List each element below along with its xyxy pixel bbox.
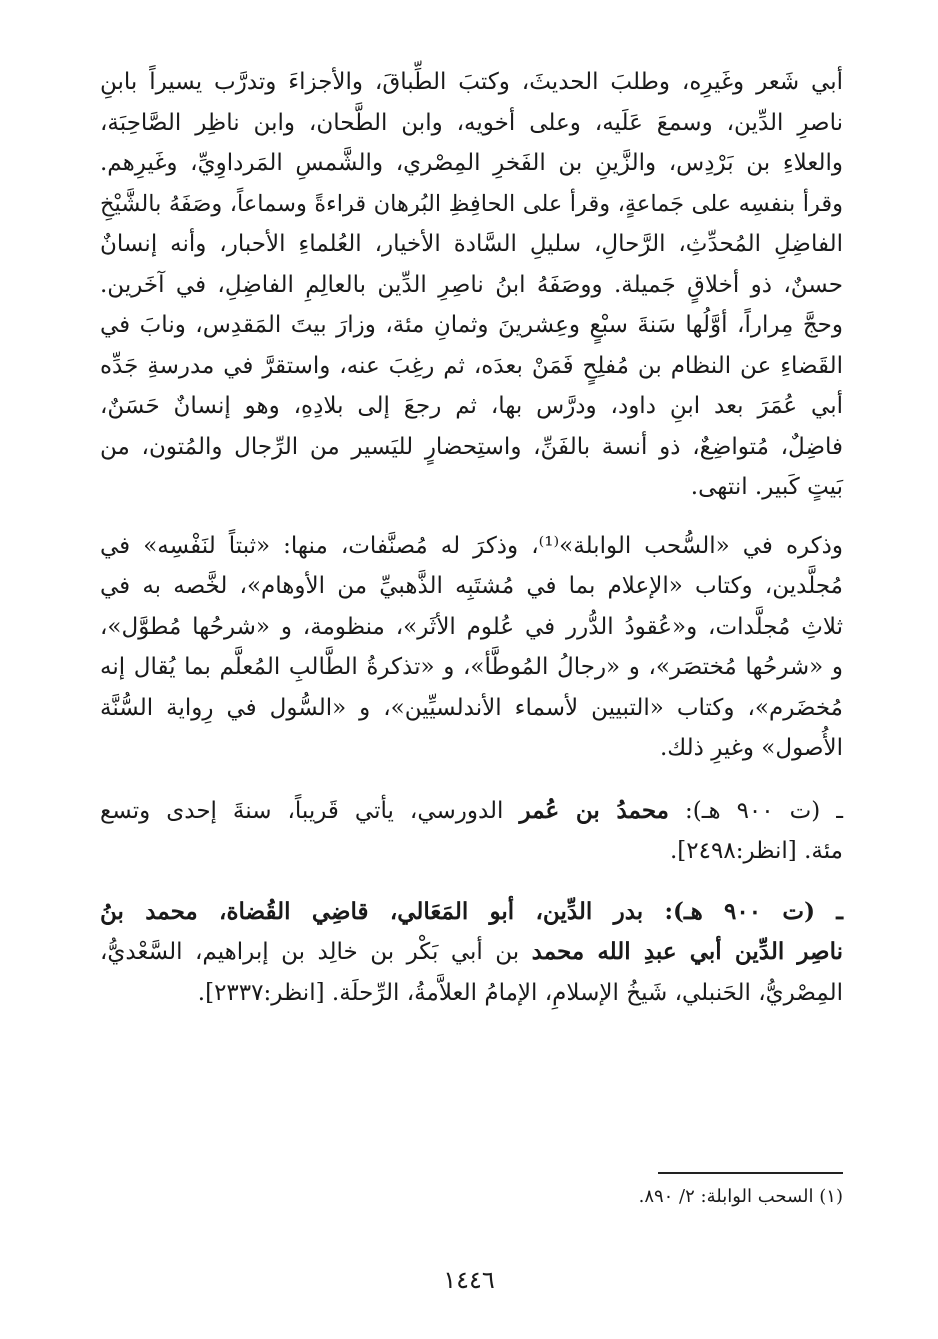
- text-line: القَضاءِ عن النظام بن مُفلِحٍ فَمَنْ بعدَه، ثم رغِبَ عنه، واستقرَّ في مدرسةِ جَدِّه: [100, 352, 843, 379]
- entry-reference: مئة. [انظر:٢٤٩٨].: [669, 838, 843, 864]
- entry-reference: المِصْريُّ، الحَنبلي، شَيخُ الإسلامِ، الإمامُ العلاَّمةُ، الرِّحلَة. [انظر:٢٣٣٧].: [197, 979, 843, 1006]
- text-line: وذكره في «السُّحب الوابلة»⁽¹⁾، وذكرَ له مُصنَّفات، منها: «ثبتاً لنَفْسِه» في: [100, 532, 844, 559]
- entry-name: ناصِر الدِّين أبي عبدِ الله محمد: [531, 938, 843, 965]
- text-line: مُجلَّدين، وكتاب «الإعلام بما في مُشتَبِه الذَّهبيِّ من الأوهام»، لخَّصه به في: [100, 573, 843, 599]
- footnote-divider: [658, 1172, 843, 1174]
- entry-text: الدورسي، يأتي قَريباً، سنةَ إحدى وتسع: [100, 797, 520, 824]
- biography-paragraph: [100, 62, 843, 508]
- entry-line: [100, 791, 843, 832]
- entry-badr-al-din: [100, 892, 843, 1014]
- page-number: ١٤٤٦: [443, 1266, 495, 1294]
- footnote: (١) السحب الوابلة: ٢/ ٨٩٠.: [638, 1186, 843, 1207]
- text-line: أبي عُمَرَ بعد ابنِ داود، ودرَّس بها، ثم رجعَ إلى بلادِهِ، وهو إنسانٌ حَسَنٌ،: [100, 393, 843, 419]
- text-line: حسنٌ، ذو أخلاقٍ جَميلة. ووصَفَهُ ابنُ ناصِرِ الدِّين بالعالِمِ الفاضِلِ، في آخَرين.: [100, 271, 843, 298]
- text-line: و «شرحُها مُختصَر»، و «رجالُ المُوطَّأ»، و «تذكرةُ الطَّالبِ المُعلَّم بما يُقال إنه: [100, 654, 843, 680]
- works-paragraph: [100, 526, 843, 769]
- text-line: وحجَّ مِراراً، أوَّلُها سَنةَ سبْعٍ وعِشرينَ وثمانِ مئة، وزارَ بيتَ المَقدِس، ونابَ في: [100, 312, 843, 338]
- entry-heading: ـ (ت ٩٠٠ هـ): بدر الدِّين، أبو المَعَالي، قاضِي القُضاة، محمد بنُ: [100, 897, 843, 925]
- entry-text: بن أبي بَكْر بن خالِد بن إبراهيم، السَّعْديُّ،: [100, 939, 532, 965]
- text-line: والعلاءِ بن بَرْدِس، والزَّينِ بن الفَخرِ المِصْري، والشَّمسِ المَرداوِيِّ، وغَيرِهم.: [100, 150, 843, 176]
- entry-date: ـ (ت ٩٠٠ هـ):: [669, 797, 843, 824]
- text-line: أبي شَعر وغَيرِه، وطلبَ الحديثَ، وكتبَ الطِّباقَ، والأجزاءَ وتدرَّب يسيراً بابنِ: [100, 69, 843, 95]
- text-line: مُخضَرم»، وكتاب «التبيين لأسماء الأندلسيِّين»، و «السُّول في رِواية السُّنَّة: [100, 694, 843, 721]
- entry-line: [100, 932, 843, 973]
- text-line: الأُصول» وغيرِ ذلك.: [659, 735, 843, 761]
- text-line: ناصرِ الدِّين، وسمعَ عَلَيه، وعلى أخويه، وابن الطَّحان، وابن ناظِر الصَّاحِبَة،: [100, 109, 843, 136]
- page-body: [100, 62, 843, 1013]
- entry-name: محمدُ بن عُمر: [519, 796, 669, 824]
- text-line: ثلاثِ مُجلَّدات، و«عُقودُ الدُّرر في عُلوم الأثَر»، منظومة، و «شرحُها مُطوَّل»،: [100, 613, 843, 640]
- entry-dawrasi: [100, 791, 843, 872]
- text-line: الفاضِلِ المُحدِّثِ، الرَّحالِ، سليلِ السَّادة الأخيار، العُلماءِ الأحبار، وأنه إنسانٌ: [100, 231, 843, 257]
- text-line: وقرأ بنفسِه على جَماعةٍ، وقرأ على الحافِظِ البُرهان قراءةً وسماعاً، وصَفَهُ بالشَّيْخِ: [100, 190, 843, 217]
- text-line: بَيتٍ كَبير. انتهى.: [690, 474, 843, 500]
- text-line: فاضِلٌ، مُتواضِعٌ، ذو أنسة بالفَنِّ، واستِحضارٍ لليَسير من الرِّجال والمُتون، من: [100, 433, 843, 460]
